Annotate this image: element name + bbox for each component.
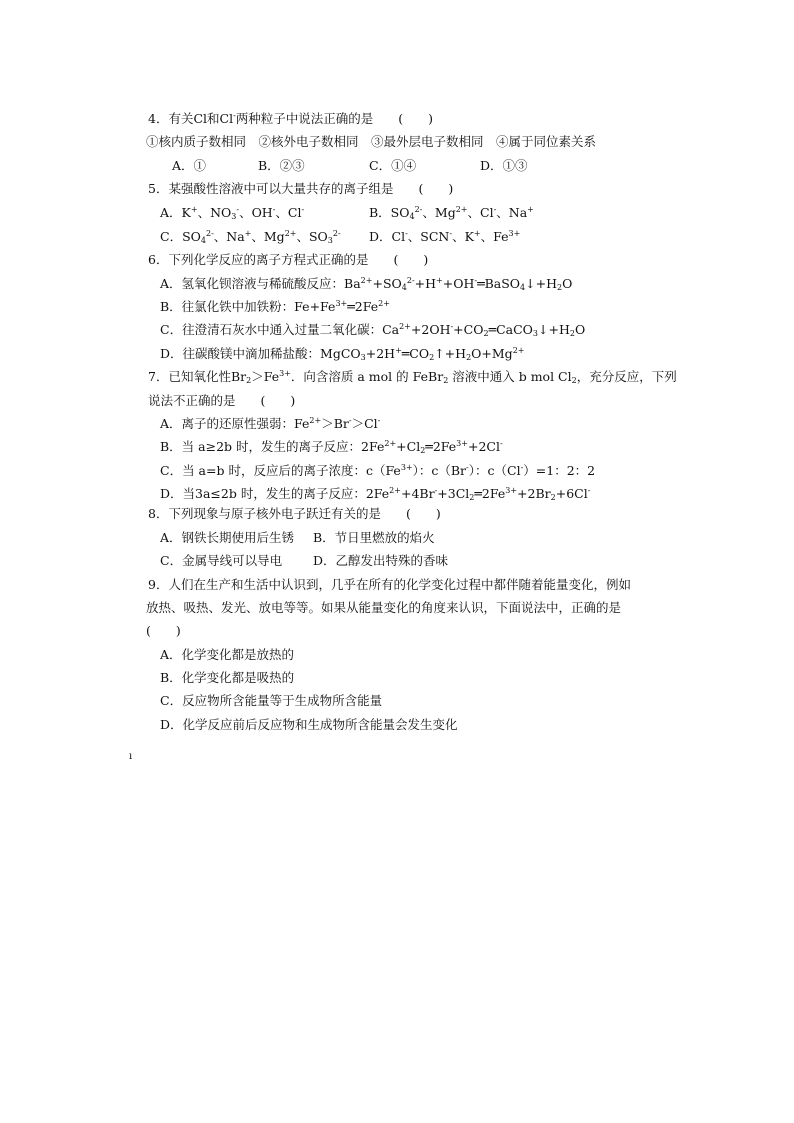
stray-mark: ı [129,751,133,762]
question-7-stem-line1: 7．已知氧化性$Br_2>Fe^{3+}$．向含溶质 a mol 的 FeBr$_2$ 溶液中通入 b mol $Cl_2$，充分反应，下列 [148,369,677,385]
question-5-stem: 5．某强酸性溶液中可以大量共存的离子组是 ( ) [148,181,454,196]
question-7-stem-line2: 说法不正确的是 ( ) [148,393,296,408]
option-9b: B．化学变化都是吸热的 [160,670,295,685]
option-8d: D．乙醇发出特殊的香味 [313,553,449,568]
question-9-stem-line3: ( ) [146,623,181,638]
question-4-stem: 4．有关Cl和Cl-两种粒子中说法正确的是 ( ) [148,111,434,126]
option-6c: C．往澄清石灰水中通入过量二氧化碳：$Ca^{2+}+2OH^-+CO_2═CaCO_3↓+H_2O$ [160,322,586,338]
question-4-statements: ①核内质子数相同 ②核外电子数相同 ③最外层电子数相同 ④属于同位素关系 [146,134,597,149]
option-7b: B．当 a≥2b 时，发生的离子反应：$2Fe^{2+}+Cl_2═2Fe^{3+}+2Cl^-$ [160,439,503,455]
option-8b: B．节日里燃放的焰火 [313,530,435,545]
option-9a: A．化学变化都是放热的 [160,647,295,662]
option-7a: A．离子的还原性强弱：$Fe^{2+}>Br^->Cl^-$ [160,416,381,431]
option-8a: A．钢铁长期使用后生锈 [160,530,295,545]
option-7d: D．当3a≤2b 时，发生的离子反应：$2Fe^{2+}+4Br^-+3Cl_2═2Fe^{3+}+2Br_2+6Cl^-$ [160,486,591,502]
option-9c: C．反应物所含能量等于生成物所含能量 [160,693,383,708]
option-7c: C．当 a=b 时，反应后的离子浓度：$c(Fe^{3+})$：c（Br-）：c（Cl-）=1：2：2 [160,463,596,478]
option-8c: C．金属导线可以导电 [160,553,283,568]
option-5d: D．Cl-、SCN-、K+、$Fe^{3+}$ [369,229,521,244]
option-4c: C．①④ [369,158,417,173]
option-6b: B．往氯化铁中加铁粉：$Fe+Fe^{3+}═2Fe^{2+}$ [160,299,390,314]
option-4b: B．②③ [258,158,305,173]
option-5c: C．$SO_4^{2-}$、Na+、$Mg^{2+}$、$SO_3^{2-}$ [160,229,341,245]
question-8-stem: 8．下列现象与原子核外电子跃迁有关的是 ( ) [148,506,441,521]
question-6-stem: 6．下列化学反应的离子方程式正确的是 ( ) [148,252,429,267]
question-9-stem-line1: 9．人们在生产和生活中认识到，几乎在所有的化学变化过程中都伴随着能量变化，例如 [148,577,631,592]
option-6d: D．往碳酸镁中滴加稀盐酸：$MgCO_3+2H^+═CO_2↑+H_2O+Mg^{2+}$ [160,346,525,362]
option-6a: A．氢氧化钡溶液与稀硫酸反应：$Ba^{2+}+SO_4^{2-}+H^++OH^-═BaSO_4↓+H_2O$ [160,276,573,292]
question-9-stem-line2: 放热、吸热、发光、放电等等。如果从能量变化的角度来认识，下面说法中，正确的是 [146,600,622,615]
option-5b: B．$SO_4^{2-}$、$Mg^{2+}$、Cl-、Na+ [369,205,534,221]
option-5a: A．K+、$NO_3^-$、OH-、Cl- [160,205,305,221]
option-4d: D．①③ [480,158,528,173]
option-4a: A．① [172,158,207,173]
option-9d: D．化学反应前后反应物和生成物所含能量会发生变化 [160,717,458,732]
